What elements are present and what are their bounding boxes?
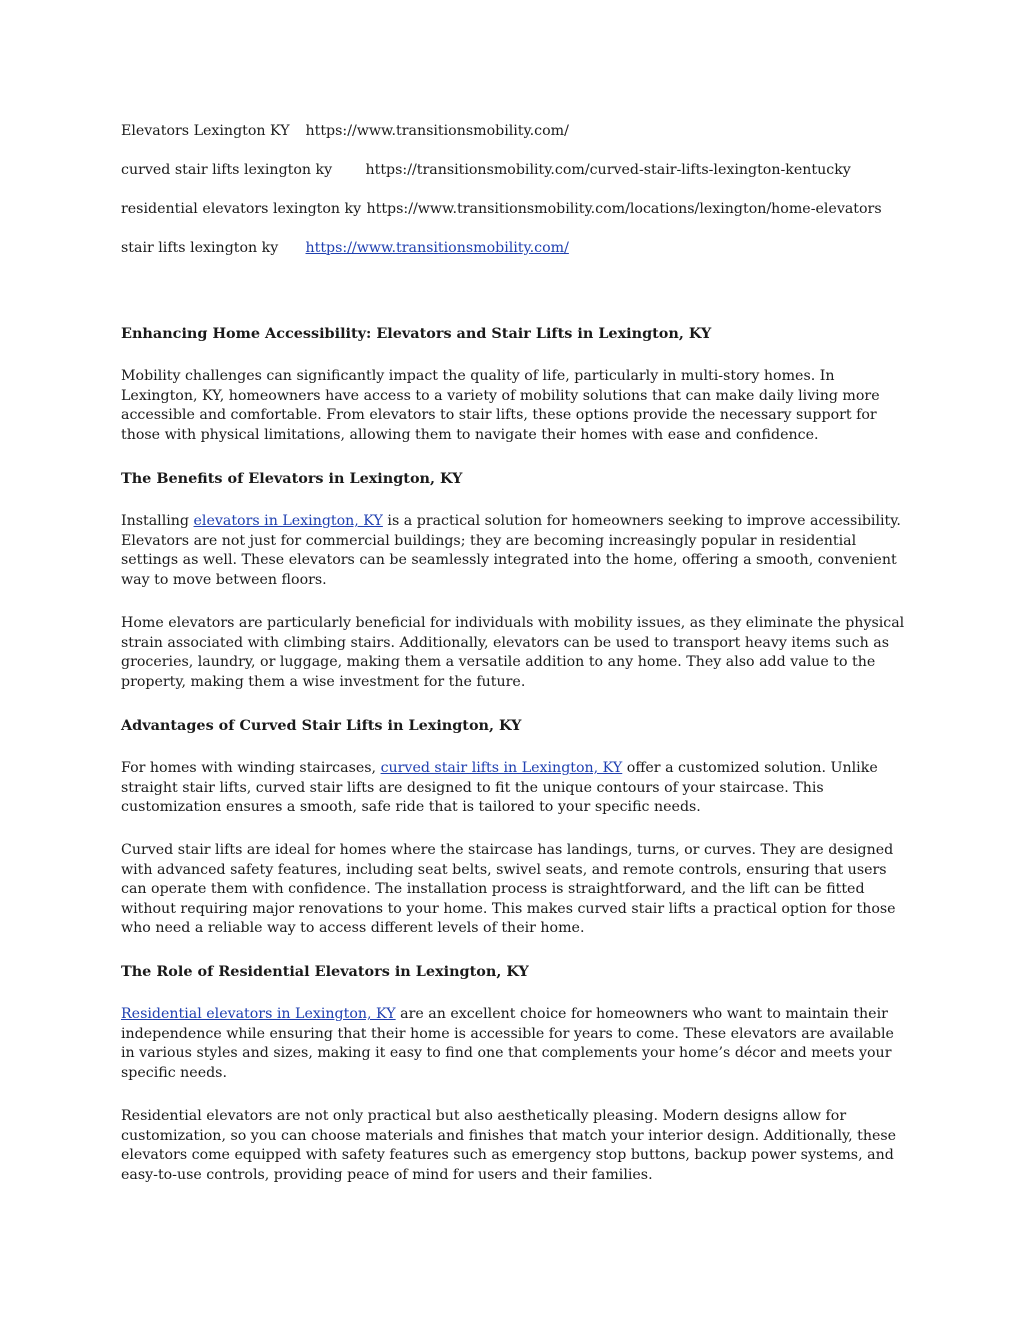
section-elevators-paragraph-1 [121, 512, 905, 590]
intro-paragraph: Mobility challenges can significantly impact the quality of life, particularly in multi-story homes. In Lexington, KY, homeowners have access to a variety of mobility solutions that can make daily living more accessible and comfortable. From elevators to stair lifts, these options provide the necessary support for those with physical limitations, allowing them to navigate their homes with ease and confidence. [121, 368, 880, 443]
keyword-url: https://www.transitionsmobility.com/ [305, 123, 569, 139]
keyword-url: https://www.transitionsmobility.com/locations/lexington/home-elevators [366, 201, 882, 217]
section-heading-elevators: The Benefits of Elevators in Lexington, KY [121, 470, 463, 487]
section-curved-paragraph-1 [121, 759, 905, 818]
section-residential-paragraph-2: Residential elevators are not only practical but also aesthetically pleasing. Modern designs allow for customization, so you can choose materials and finishes that match your interior design. Additionally, these elevators come equipped with safety features such as emergency stop buttons, backup power systems, and easy-to-use controls, providing peace of mind for users and their families. [121, 1108, 897, 1183]
keyword-url-link[interactable]: https://www.transitionsmobility.com/ [305, 240, 569, 256]
keyword-label: stair lifts lexington ky [121, 240, 279, 256]
section-residential-paragraph-1 [121, 1005, 905, 1083]
text-run: For homes with winding staircases, [121, 760, 381, 776]
section-heading-residential-elevators: The Role of Residential Elevators in Lexington, KY [121, 963, 529, 980]
section-elevators-paragraph-2: Home elevators are particularly beneficial for individuals with mobility issues, as they eliminate the physical strain associated with climbing stairs. Additionally, elevators can be used to transport heavy items such as groceries, laundry, or luggage, making them a versatile addition to any home. They also add value to the property, making them a wise investment for the future. [121, 615, 905, 690]
keyword-url: https://transitionsmobility.com/curved-stair-lifts-lexington-kentucky [365, 162, 851, 178]
text-run: are an excellent choice for homeowners who want to maintain their independence while ensuring that their home is accessible for years to come. These elevators are available in various styles and sizes, making it easy to find one that complements your home’s décor and meets your specific needs. [121, 1006, 894, 1081]
text-run: offer a customized solution. Unlike straight stair lifts, curved stair lifts are designed to fit the unique contours of your staircase. This customization ensures a smooth, safe ride that is tailored to your specific needs. [121, 760, 878, 816]
keyword-row-1 [121, 121, 569, 141]
keyword-label: curved stair lifts lexington ky [121, 162, 333, 178]
keyword-row-3 [121, 199, 882, 219]
keyword-row-4 [121, 238, 569, 258]
curved-stair-lifts-link[interactable]: curved stair lifts in Lexington, KY [380, 760, 623, 776]
keyword-label: residential elevators lexington ky [121, 201, 362, 217]
keyword-row-2 [121, 160, 851, 180]
section-curved-paragraph-2: Curved stair lifts are ideal for homes where the staircase has landings, turns, or curves. They are designed with advanced safety features, including seat belts, swivel seats, and remote controls, ensuring that users can operate them with confidence. The installation process is straightforward, and the lift can be fitted without requiring major renovations to your home. This makes curved stair lifts a practical option for those who need a reliable way to access different levels of their home. [121, 842, 896, 937]
article-title: Enhancing Home Accessibility: Elevators and Stair Lifts in Lexington, KY [121, 325, 712, 342]
text-run: Installing [121, 513, 194, 529]
keyword-label: Elevators Lexington KY [121, 123, 290, 139]
elevators-lexington-link[interactable]: elevators in Lexington, KY [193, 513, 383, 529]
text-run: is a practical solution for homeowners seeking to improve accessibility. Elevators are not just for commercial buildings; they are becoming increasingly popular in residential settings as well. These elevators can be seamlessly integrated into the home, offering a smooth, convenient way to move between floors. [121, 513, 901, 588]
residential-elevators-link[interactable]: Residential elevators in Lexington, KY [121, 1006, 396, 1022]
section-heading-curved-stair-lifts: Advantages of Curved Stair Lifts in Lexington, KY [121, 717, 522, 734]
